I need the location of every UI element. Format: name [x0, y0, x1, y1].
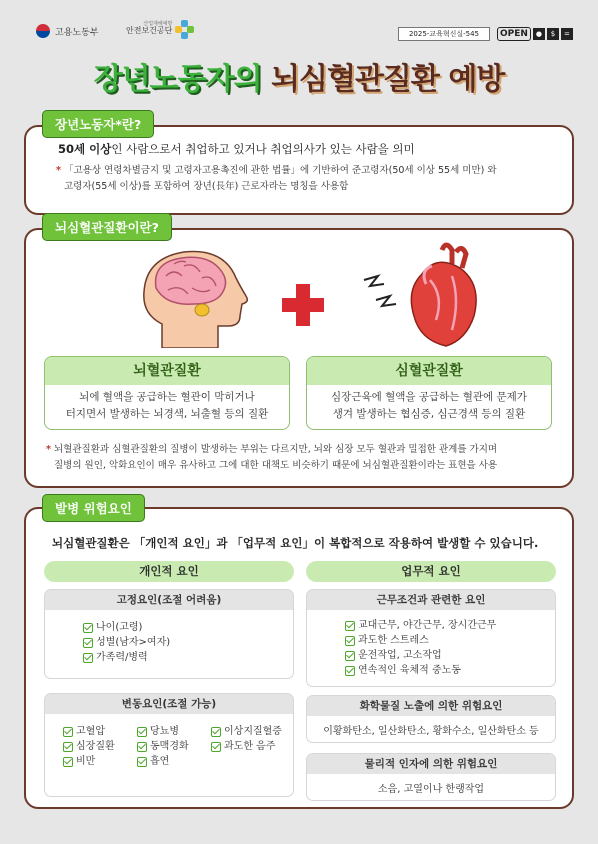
checkbox-icon: [211, 727, 221, 737]
brain-head-illustration: [122, 244, 272, 348]
checkbox-icon: [345, 651, 355, 661]
no-derivs-icon: =: [561, 28, 573, 40]
note-star: *: [56, 165, 61, 176]
brain-disease-title: 뇌혈관질환: [45, 357, 289, 385]
disease-note: [46, 442, 561, 474]
list-item: 흡연: [137, 754, 201, 769]
fixed-factors-card: [44, 589, 294, 679]
checkbox-icon: [211, 742, 221, 752]
section-disease: [24, 228, 574, 488]
note-line-1: 「고용상 연령차별금지 및 고령자고용촉진에 관한 법률」에 기반하여 준고령자(50세 이상 55세 미만) 와: [64, 165, 497, 176]
list-item: 과도한 음주: [211, 739, 291, 754]
list-item: 당뇨병: [137, 724, 201, 739]
list-item: 과도한 스트레스: [345, 633, 555, 648]
list-item: 동맥경화: [137, 739, 201, 754]
header: [0, 0, 598, 50]
checkbox-icon: [137, 742, 147, 752]
personal-factors-column: [44, 561, 294, 582]
noncommercial-icon: $: [547, 28, 559, 40]
list-item: 심장질환: [63, 739, 127, 754]
variable-factors-title: 변동요인(조절 가능): [45, 694, 293, 714]
brain-disease-box: [44, 356, 290, 430]
checkbox-icon: [83, 623, 93, 633]
kosha-name: 안전보건공단: [126, 26, 173, 36]
checkbox-icon: [345, 621, 355, 631]
list-item: 연속적인 육체적 중노동: [345, 663, 555, 678]
work-factors-header: 업무적 요인: [306, 561, 556, 582]
heart-illustration: [356, 240, 486, 350]
kosha-cross-icon: [175, 20, 193, 38]
chemical-factors-card: [306, 695, 556, 743]
plus-icon: [282, 284, 324, 326]
fixed-factors-title: 고정요인(조절 어려움): [45, 590, 293, 610]
work-conditions-title: 근무조건과 관련한 요인: [307, 590, 555, 610]
list-item: 운전작업, 고소작업: [345, 648, 555, 663]
page-title: [0, 54, 598, 98]
open-label: OPEN: [497, 27, 531, 41]
list-item: 성별(남자>여자): [83, 635, 293, 650]
section-tag-definition: 장년노동자*란?: [42, 110, 154, 138]
checkbox-icon: [345, 636, 355, 646]
definition-bold: 50세 이상: [58, 142, 112, 156]
checkbox-icon: [83, 653, 93, 663]
definition-line: [58, 141, 415, 157]
heart-disease-box: [306, 356, 552, 430]
section-definition: [24, 125, 574, 215]
physical-factors-text: 소음, 고열이나 한랭작업: [377, 784, 485, 795]
physical-factors-card: [306, 753, 556, 801]
section-tag-disease: 뇌심혈관질환이란?: [42, 213, 172, 241]
checkbox-icon: [137, 757, 147, 767]
variable-factors-card: [44, 693, 294, 797]
moel-name: 고용노동부: [55, 27, 99, 38]
checkbox-icon: [137, 727, 147, 737]
heart-disease-line-2: 생겨 발생하는 협심증, 심근경색 등의 질환: [332, 408, 526, 420]
kosha-logo: [126, 20, 193, 38]
list-item: 교대근무, 야간근무, 장시간근무: [345, 618, 555, 633]
note-star: *: [46, 444, 51, 455]
title-part2: 뇌심혈관질환 예방: [271, 62, 505, 97]
checkbox-icon: [63, 757, 73, 767]
disease-note-line-1: 뇌혈관질환과 심혈관질환의 질병이 발생하는 부위는 다르지만, 뇌와 심장 모두 혈관과 밀접한 관계를 가지며: [54, 444, 498, 455]
definition-rest: 인 사람으로서 취업하고 있거나 취업의사가 있는 사람을 의미: [111, 142, 415, 156]
list-item: 가족력/병력: [83, 650, 293, 665]
note-line-2: 고령자(55세 이상)를 포함하여 장년(長年) 근로자라는 명칭을 사용함: [64, 181, 349, 192]
heart-disease-title: 심혈관질환: [307, 357, 551, 385]
brain-disease-line-2: 터지면서 발생하는 뇌경색, 뇌출혈 등의 질환: [65, 408, 269, 420]
heart-disease-line-1: 심장근육에 혈액을 공급하는 혈관에 문제가: [331, 391, 527, 403]
chemical-factors-text: 이황화탄소, 일산화탄소, 황화수소, 일산화탄소 등: [323, 726, 539, 737]
list-item: 고혈압: [63, 724, 127, 739]
title-part1: 장년노동자의: [93, 62, 272, 97]
section-tag-risk: 발병 위험요인: [42, 494, 145, 522]
list-item: 비만: [63, 754, 127, 769]
work-factors-column: [306, 561, 556, 582]
list-item: 이상지질혈증: [211, 724, 291, 739]
physical-factors-title: 물리적 인자에 의한 위험요인: [307, 754, 555, 774]
checkbox-icon: [63, 727, 73, 737]
document-number: 2025-교육혁신실-545: [398, 27, 490, 41]
definition-note: [56, 163, 556, 195]
risk-lead-text: 뇌심혈관질환은 「개인적 요인」과 「업무적 요인」이 복합적으로 작용하여 발생할 수 있습니다.: [52, 536, 539, 550]
kogl-license: [497, 24, 573, 44]
brain-disease-line-1: 뇌에 혈액을 공급하는 혈관이 막히거나: [79, 391, 255, 403]
checkbox-icon: [63, 742, 73, 752]
list-item: 나이(고령): [83, 620, 293, 635]
disease-note-line-2: 질병의 원인, 악화요인이 매우 유사하고 그에 대한 대책도 비슷하기 때문에 뇌심혈관질환이라는 표현을 사용: [54, 460, 498, 471]
kosha-subtitle: 산업재해예방: [143, 20, 173, 27]
section-risk-factors: [24, 507, 574, 809]
checkbox-icon: [83, 638, 93, 648]
work-conditions-card: [306, 589, 556, 687]
checkbox-icon: [345, 666, 355, 676]
moel-logo: [36, 24, 98, 38]
taegeuk-icon: [36, 24, 50, 38]
attribution-icon: ●: [533, 28, 545, 40]
personal-factors-header: 개인적 요인: [44, 561, 294, 582]
chemical-factors-title: 화학물질 노출에 의한 위험요인: [307, 696, 555, 716]
